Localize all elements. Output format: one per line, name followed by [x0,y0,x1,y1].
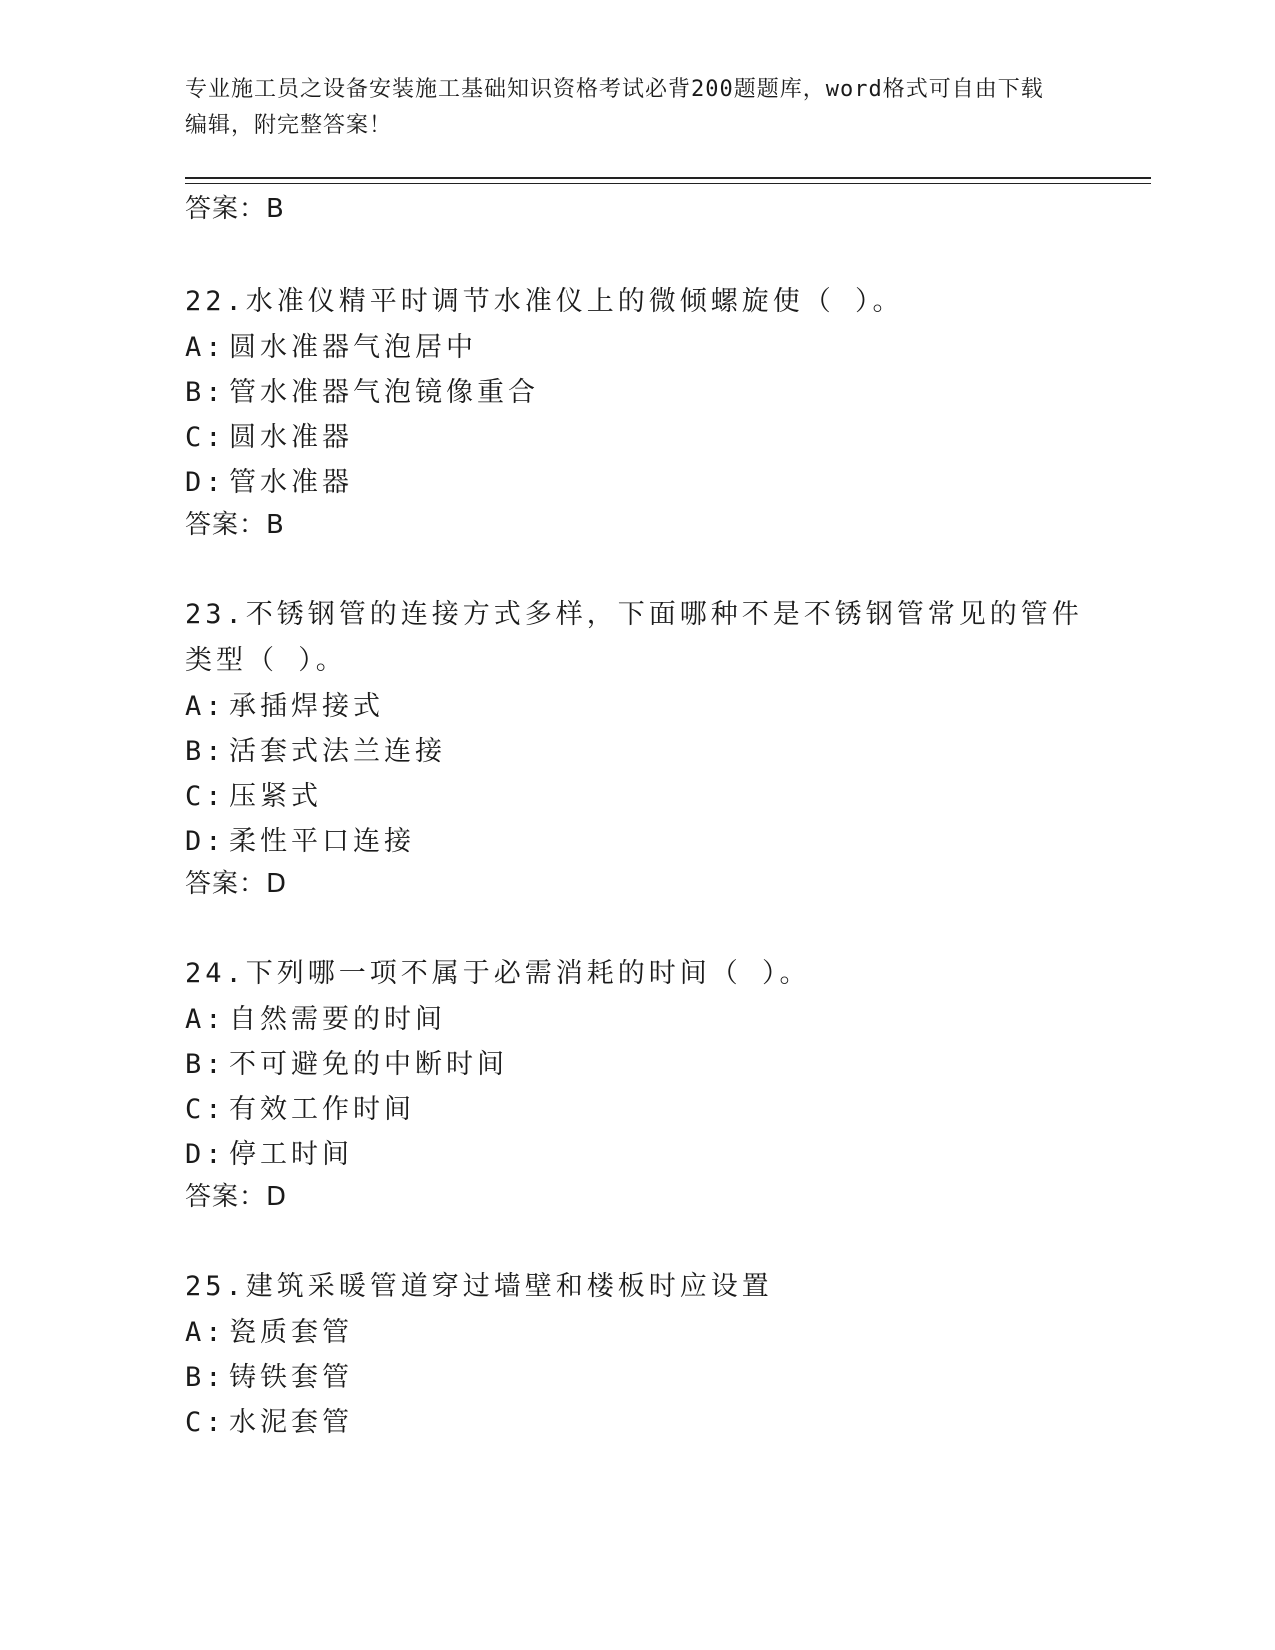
option-text: 有效工作时间 [229,1094,415,1125]
option-d [185,819,1085,864]
option-letter: A: [185,1004,226,1035]
question-stem: 22.水准仪精平时调节水准仪上的微倾螺旋使（ ）。 [185,286,904,317]
option-b [185,370,1085,415]
option-letter: A: [185,332,226,363]
option-text: 水泥套管 [229,1407,353,1438]
option-text: 活套式法兰连接 [229,736,446,767]
option-text: 停工时间 [229,1139,353,1170]
option-b [185,1355,1085,1400]
page-header: 专业施工员之设备安装施工基础知识资格考试必背200题题库，word格式可自由下载编辑，附完整答案！ [185,77,1044,138]
option-letter: B: [185,1049,226,1080]
option-text: 圆水准器 [229,422,353,453]
question-22 [185,279,1085,545]
question-stem: 25.建筑采暖管道穿过墙壁和楼板时应设置 [185,1271,773,1302]
header-rule-thin [185,183,1151,184]
option-text: 自然需要的时间 [229,1004,446,1035]
option-a [185,1310,1085,1355]
option-c [185,1400,1085,1445]
option-a [185,684,1085,729]
option-text: 圆水准器气泡居中 [229,332,477,363]
option-text: 铸铁套管 [229,1362,353,1393]
option-b [185,729,1085,774]
option-letter: C: [185,1094,226,1125]
option-text: 压紧式 [229,781,322,812]
option-letter: C: [185,781,226,812]
option-b [185,1042,1085,1087]
option-text: 柔性平口连接 [229,826,415,857]
option-c [185,415,1085,460]
option-a [185,997,1085,1042]
question-stem: 23.不锈钢管的连接方式多样，下面哪种不是不锈钢管常见的管件类型（ ）。 [185,599,1083,676]
option-letter: C: [185,1407,226,1438]
option-letter: B: [185,377,226,408]
answer-line: 答案：B [185,194,285,224]
option-letter: D: [185,467,226,498]
answer-line: 答案：B [185,510,285,540]
header-rule-thick [185,177,1151,179]
option-d [185,1132,1085,1177]
question-stem: 24.下列哪一项不属于必需消耗的时间（ ）。 [185,958,811,989]
option-letter: B: [185,736,226,767]
option-c [185,774,1085,819]
question-23 [185,592,1085,904]
question-25 [185,1264,1085,1445]
option-text: 瓷质套管 [229,1317,353,1348]
answer-line: 答案：D [185,869,288,899]
question-list [185,189,1085,1492]
option-text: 不可避免的中断时间 [229,1049,508,1080]
option-a [185,325,1085,370]
option-text: 承插焊接式 [229,691,384,722]
option-letter: B: [185,1362,226,1393]
option-letter: A: [185,691,226,722]
question-24 [185,951,1085,1217]
option-letter: D: [185,826,226,857]
option-letter: A: [185,1317,226,1348]
option-letter: D: [185,1139,226,1170]
option-text: 管水准器气泡镜像重合 [229,377,539,408]
answer-line: 答案：D [185,1182,288,1212]
option-d [185,460,1085,505]
option-c [185,1087,1085,1132]
option-letter: C: [185,422,226,453]
option-text: 管水准器 [229,467,353,498]
